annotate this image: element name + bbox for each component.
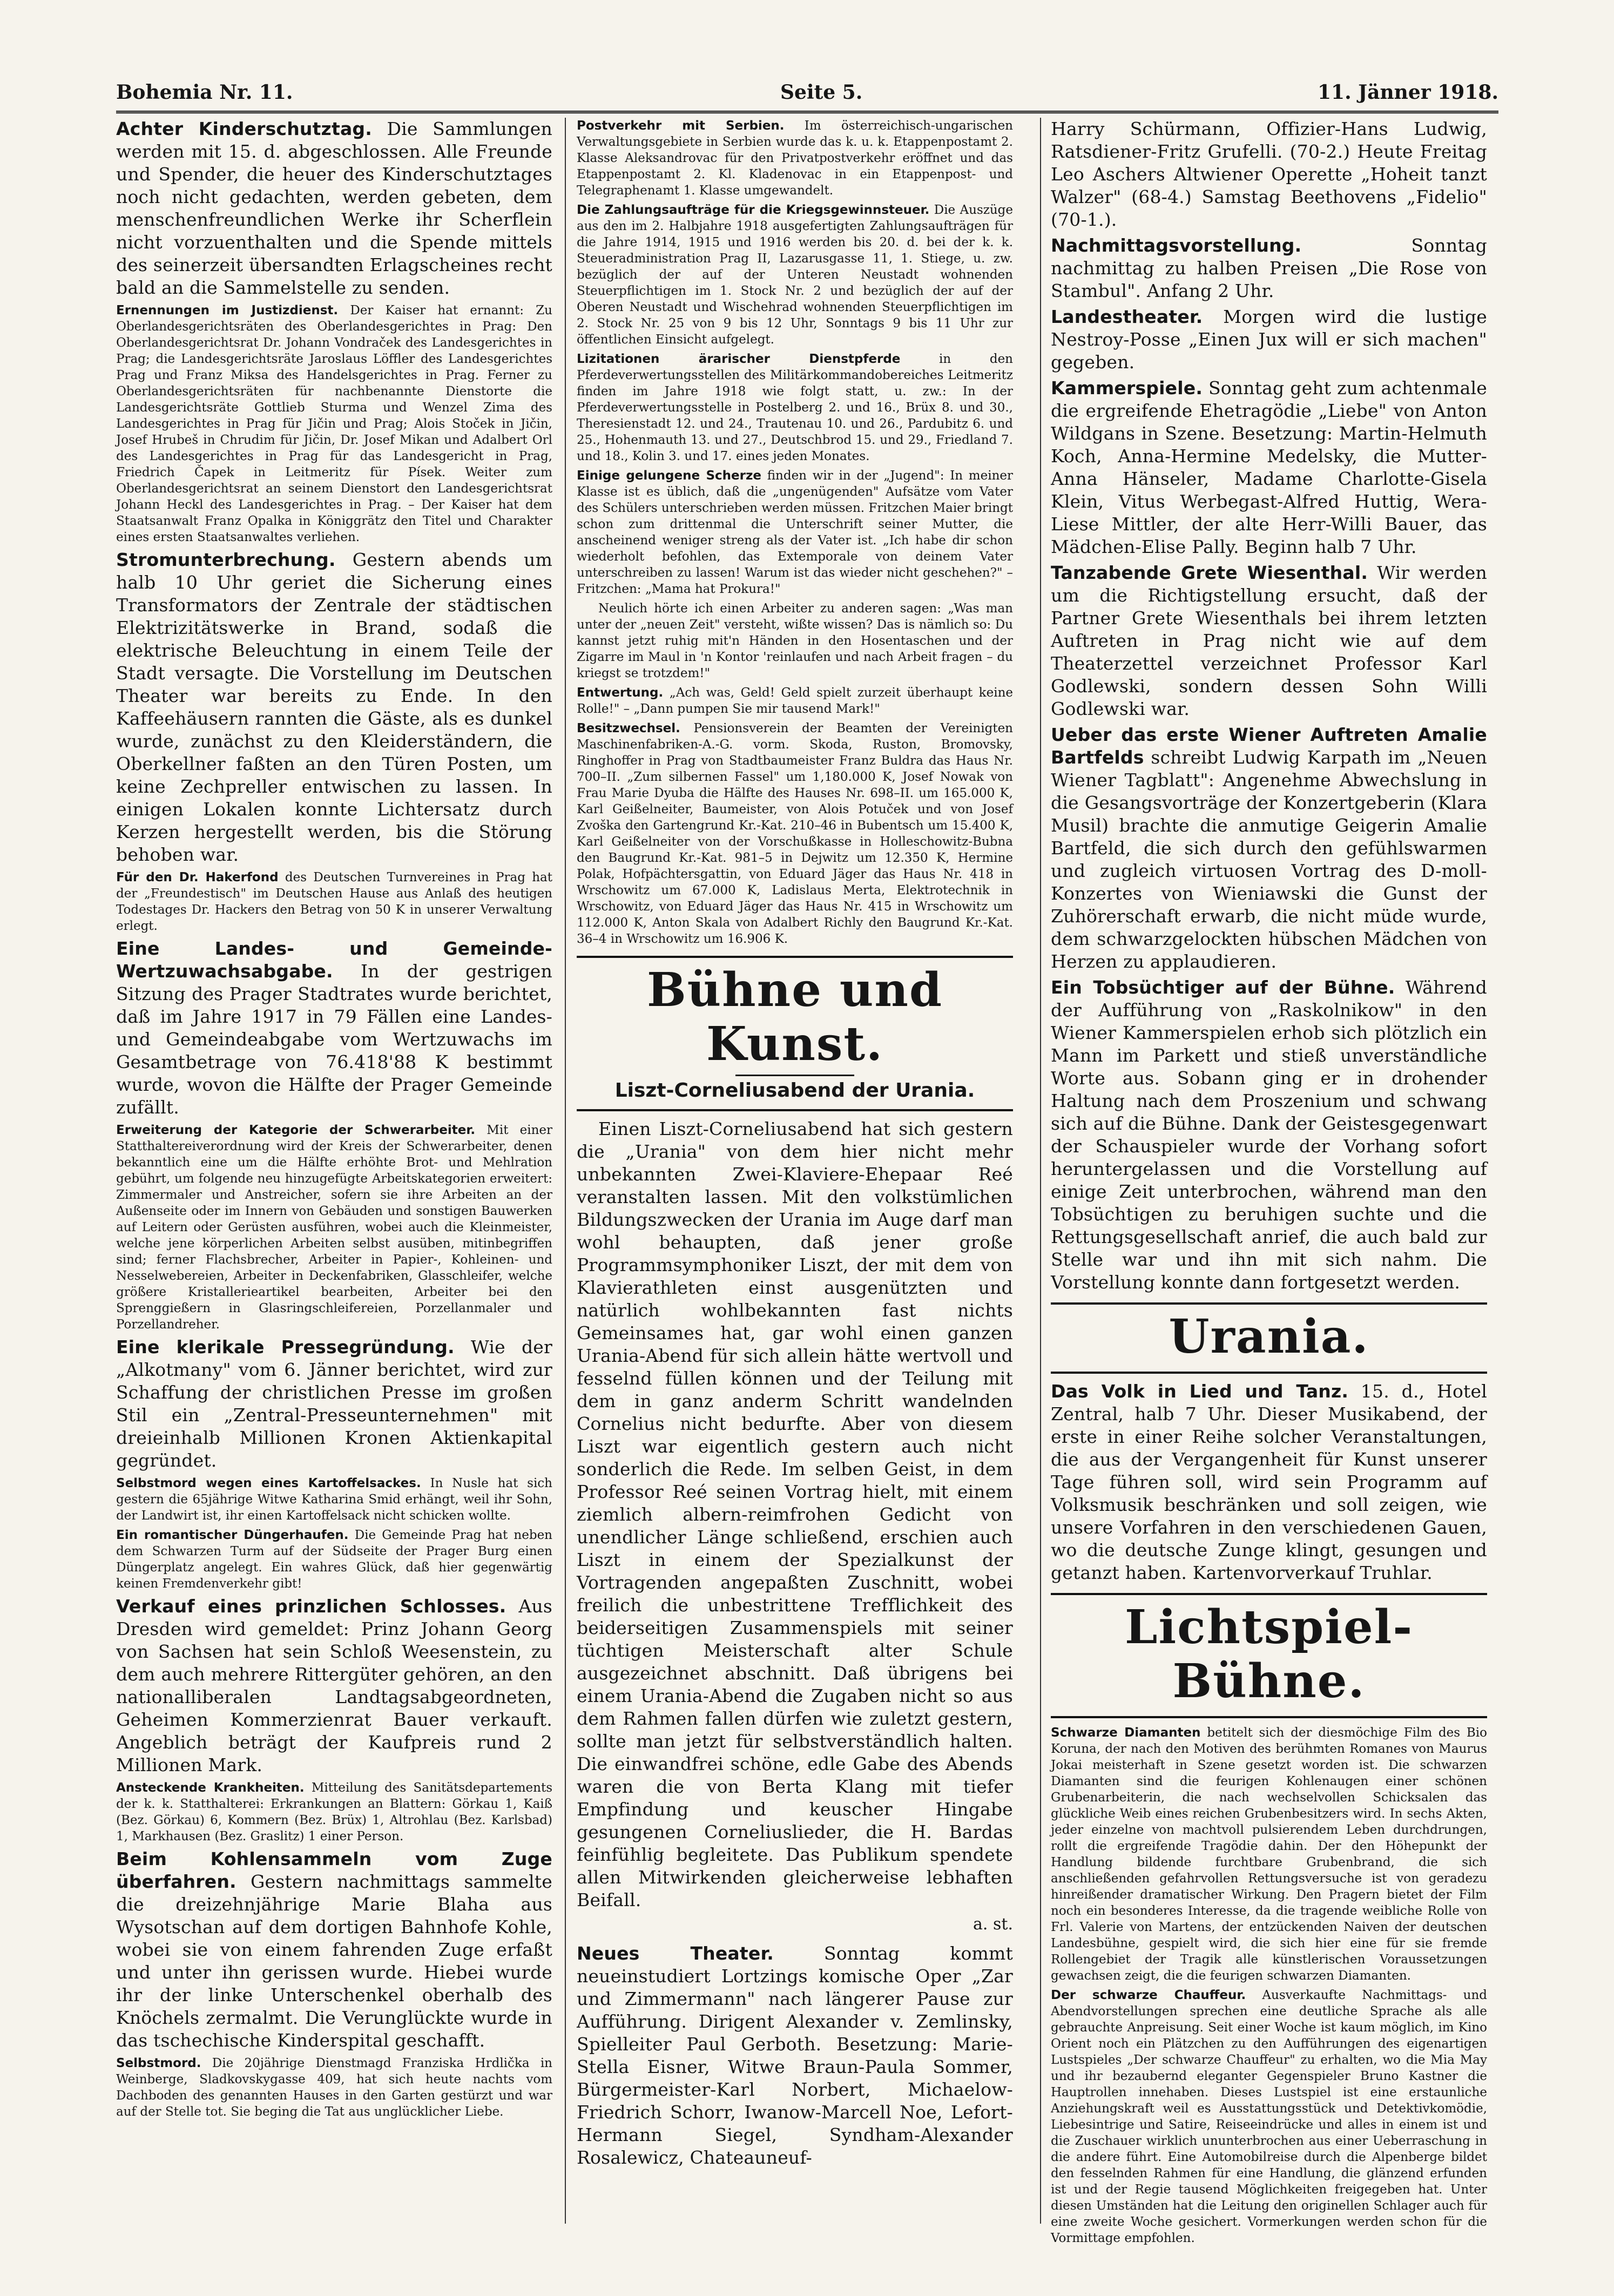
article-title: Beim Kohlensammeln vom Zuge überfahren. bbox=[116, 1848, 552, 1892]
article-stromunterbrechung bbox=[116, 549, 552, 866]
article-besitzwechsel bbox=[577, 720, 1013, 947]
article-title: Selbstmord. bbox=[116, 2056, 201, 2070]
article-title: Achter Kinderschutztag. bbox=[116, 118, 372, 139]
article-body: In der gestrigen Sitzung des Prager Stadtrates wurde berichtet, daß im Jahre 1917 in 79 Fällen eine Landes- und Gemeindeabgabe vom Wertzuwachs im Gesamtbetrage von 76.418'88 K bestimmt wurde, wovon die Hälfte der Prager Gemeinde zufällt. bbox=[116, 961, 552, 1118]
article-body: Der Kaiser hat ernannt: Zu Oberlandesgerichtsräten des Oberlandesgerichtes in Prag: Den Oberlandesgerichtsrat Dr. Johann Vondraček des Landesgerichtes in Prag; die Landesgerichtsräte Jaroslaus Löffler des Landesgerichtes Prag und Franz Miksa des Handelsgerichtes in Prag. Ferner zu Oberlandesgerichtsräten für nachbenannte Dienstorte die Landesgerichtsräte Gottlieb Sturma und Wenzel Zima des Landesgerichtes in Prag für Jičin und Prag; Alois Stoček in Jičin, Josef Hrubeš in Chrudim für Jičin, Dr. Josef Mikan und Adalbert Orl des Landesgerichtes in Prag für das Landesgericht in Prag, Friedrich Čapek in Leitmeritz für Písek. Weiter zum Oberlandesgerichtsrat an seinem Dienstort den Landesgerichtsrat Johann Heckl des Landesgerichtes in Prag. – Der Kaiser hat dem Staatsanwalt Franz Opalka in Königgrätz den Titel und Charakter eines ersten Staatsanwaltes verliehen. bbox=[116, 303, 552, 544]
article-kinderschutztag bbox=[116, 118, 552, 299]
article-title: Landestheater. bbox=[1051, 306, 1203, 327]
article-title: Besitzwechsel. bbox=[577, 721, 680, 735]
article-body: in den Pferdeverwertungsstellen des Militärkommandobereiches Leitmeritz finden im Jahre 1918 wie folgt statt, u. zw.: In der Pferdeverwertungsstelle in Postelberg 2. und 16., Brüx 8. und 30., Theresienstadt 12. und 24., Trautenau 10. und 26., Pardubitz 6. und 25., Hohenmauth 13. und 27., Deutschbrod 15. und 29., Friedland 7. und 18., Kolin 3. und 17. eines jeden Monates. bbox=[577, 352, 1013, 463]
section-urania bbox=[1051, 1302, 1487, 1374]
article-title: Ein romantischer Düngerhaufen. bbox=[116, 1528, 349, 1542]
section-rule bbox=[735, 1075, 854, 1076]
article-body: Ausverkaufte Nachmittags- und Abendvorstellungen sprechen eine deutliche Sprache als alle gebrauchte Anpreisung. Seit einer Woche ist kaum möglich, im Kino Orient noch ein Plätzchen zu den Aufführungen des eigenartigen Lustspieles „Der schwarze Chauffeur" zu erhalten, wo die Mia May und ihr bezaubernd eleganter Gegenspieler Bruno Kastner die Hauptrollen innehaben. Dieses Lustspiel ist eine erstaunliche Anziehungskraft weil es Ausstattungsstück und Detektivkomödie, Liebesintrige und Satire, Reiseeindrücke und alles in einem ist und die Zuschauer wirklich ununterbrochen aus einer Ueberraschung in die andere führt. Eine Automobilreise durch die Alpenberge bildet den fesselnden Rahmen für eine Handlung, die glänzend erfunden ist und der Regie tausend Möglichkeiten freigegeben hat. Unter diesen Umständen hat die Leitung den originellen Schlager auch für eine zweite Woche gesichert. Vormerkungen werden schon für die Vormittage empfohlen. bbox=[1051, 1988, 1487, 2245]
page-header bbox=[116, 81, 1498, 113]
article-lizitationen bbox=[577, 351, 1013, 464]
article-body: 15. d., Hotel Zentral, halb 7 Uhr. Dieser Musikabend, der erste in einer Reihe solcher Veranstaltungen, die aus der Vergangenheit für Kunst unserer Tage führen soll, wird sein Programm auf Volksmusik beschränken und soll zeigen, wie unsere Vorfahren in den verschiedenen Gauen, wo die deutsche Zunge klingt, gesungen und getanzt haben. Kartenvorverkauf Truhlar. bbox=[1051, 1381, 1487, 1583]
section-lichtspiel-buehne bbox=[1051, 1593, 1487, 1718]
article-neues-theater bbox=[577, 1942, 1013, 2169]
article-postverkehr bbox=[577, 118, 1013, 199]
article-title: Ein Tobsüchtiger auf der Bühne. bbox=[1051, 977, 1395, 998]
section-title: Lichtspiel-Bühne. bbox=[1124, 1600, 1414, 1709]
article-entwertung bbox=[577, 685, 1013, 717]
section-title: Urania. bbox=[1169, 1309, 1369, 1364]
article-title: Stromunterbrechung. bbox=[116, 549, 336, 570]
article-krankheiten bbox=[116, 1780, 552, 1845]
article-body: „Ach was, Geld! Geld spielt zurzeit überhaupt keine Rolle!" – „Dann pumpen Sie mir tausend Mark!" bbox=[577, 686, 1014, 716]
header-page-number: Seite 5. bbox=[780, 81, 863, 104]
article-title: Ueber das erste Wiener Auftreten Amalie Bartfelds bbox=[1051, 724, 1487, 768]
article-body: Sonntag kommt neueinstudiert Lortzings komische Oper „Zar und Zimmermann" nach längerer Pause zur Aufführung. Dirigent Alexander v. Zemlinsky, Spielleiter Paul Gerboth. Besetzung: Marie-Stella Eisner, Witwe Braun-Paula Sommer, Bürgermeister-Karl Norbert, Michaelow-Friedrich Schorr, Iwanow-Marcell Noe, Lefort-Hermann Siegel, Syndham-Alexander Rosalewicz, Chateauneuf- bbox=[577, 1943, 1013, 2168]
section-subtitle: Liszt-Corneliusabend der Urania. bbox=[614, 1079, 975, 1102]
article-body: schreibt Ludwig Karpath im „Neuen Wiener Tagblatt": Angenehme Abwechslung in die Gesangsvorträge der Konzertgeberin (Klara Musil) brachte die anmutige Geigerin Amalie Bartfeld, die sich durch den gefühlswarmen und zugleich virtuosen Vortrag des D-moll-Konzertes von Wieniawski die Gunst der Zuhörerschaft erwarb, die nicht müde wurde, dem schwarzgelockten hübschen Mädchen von Herzen zu applaudieren. bbox=[1051, 747, 1487, 972]
article-schwerarbeiter bbox=[116, 1122, 552, 1333]
article-bartfeld bbox=[1051, 724, 1487, 973]
article-body: Mitteilung des Sanitätsdepartements der k. k. Statthalterei: Erkrankungen an Blattern: Görkau 1, Kaiß (Bez. Görkau) 6, Kommern (Bez. Brüx) 1, Altrohlau (Bez. Karlsbad) 1, Markhausen (Bez. Graslitz) 1 einer Person. bbox=[116, 1781, 553, 1843]
article-body: Die 20jährige Dienstmagd Franziska Hrdlička in Weinberge, Sladkovskygasse 409, hat sich heute nachts vom Dachboden des genannten Hauses in den Garten gestürzt und war auf der Stelle tot. Sie beging die Tat aus unglücklicher Liebe. bbox=[116, 2056, 552, 2119]
article-title: Tanzabende Grete Wiesenthal. bbox=[1051, 562, 1368, 583]
article-title: Die Zahlungsaufträge für die Kriegsgewinnsteuer. bbox=[577, 203, 930, 217]
article-scherze bbox=[577, 468, 1013, 597]
article-volk-in-lied bbox=[1051, 1380, 1487, 1584]
article-title: Ernennungen im Justizdienst. bbox=[116, 303, 339, 318]
article-body: Aus Dresden wird gemeldet: Prinz Johann Georg von Sachsen hat sein Schloß Weesenstein, zu dem auch mehrere Rittergüter gehören, an den nationalliberalen Landtagsabgeordneten, Geheimen Kommerzienrat Bauer verkauft. Angeblich beträgt der Kaufpreis rund 2 Millionen Mark. bbox=[116, 1596, 552, 1775]
article-duengerhaufen bbox=[116, 1527, 552, 1592]
article-body: Pensionsverein der Beamten der Vereinigten Maschinenfabriken-A.-G. vorm. Skoda, Ruston, Bromovsky, Ringhoffer in Prag von Stadtbaumeister Franz Buldra das Haus Nr. 700–II. „Zum silbernen Fassel" um 1,180.000 K, Josef Nowak von Frau Marie Dyuba die Hälfte des Hauses Nr. 698–II. um 165.000 K, Karl Geißelneiter, Baumeister, von Alois Potuček und von Josef Zvoška den Gartengrund Kr.-Kat. 210–46 in Bubentsch um 15.400 K, Karl Geißelneiter von der Vorschußkasse in Holleschowitz-Bubna den Baugrund Kr.-Kat. 981–5 in Dejwitz um 12.350 K, Hermine Polak, Hofpächtersgattin, von Eduard Jäger das Haus Nr. 418 in Wrschowitz um 67.000 K, Ladislaus Merta, Elektrotechnik in Wrschowitz, von Eduard Jäger das Haus Nr. 415 in Wrschowitz um 112.000 K, Anton Skala von Adalbert Richly den Baugrund Kr.-Kat. 36–4 in Wrschowitz um 16.906 K. bbox=[577, 721, 1013, 946]
article-selbstmord-kartoffelsack bbox=[116, 1475, 552, 1524]
article-title: Einige gelungene Scherze bbox=[577, 469, 761, 483]
article-body: Die Gemeinde Prag hat neben dem Schwarzen Turm auf der Südseite der Prager Burg einen Düngerplatz angelegt. Ein wahres Glück, daß hier gegenwärtig keinen Fremdenverkehr gibt! bbox=[116, 1528, 552, 1591]
article-selbstmord bbox=[116, 2055, 552, 2120]
column-divider-2 bbox=[1040, 118, 1041, 2224]
article-title: Ansteckende Krankheiten. bbox=[116, 1781, 305, 1795]
article-title: Lizitationen ärarischer Dienstpferde bbox=[577, 352, 901, 366]
article-body: Während der Aufführung von „Raskolnikow" in den Wiener Kammerspielen erhob sich plötzlich ein Mann im Parkett und stieß unverständliche Worte aus. Sobann ging er in drohender Haltung nach dem Proszenium und schwang sich auf die Bühne. Dank der Geistesgegenwart der Schauspieler wurde der Vorhang sofort heruntergelassen und die Vorstellung auf einige Zeit unterbrochen, während man den Tobsüchtigen zu beruhigen suchte und die Rettungsgesellschaft anrief, die auch bald zur Stelle war und ihn mit sich nahm. Die Vorstellung konnte dann fortgesetzt werden. bbox=[1051, 977, 1487, 1293]
article-title: Selbstmord wegen eines Kartoffelsackes. bbox=[116, 1476, 421, 1490]
article-body: betitelt sich der diesmöchige Film des Bio Koruna, der nach den Motiven des berühmten Romanes von Maurus Jokai meisterhaft in Szene gesetzt worden ist. Die schwarzen Diamanten sind die feurigen Kohlenaugen einer schönen Grubenarbeiterin, die nach wechselvollen Schicksalen das glückliche Weib eines reichen Grubenbesitzers wird. In sechs Akten, jeder einzelne von machtvoll pulsierendem Leben durchdrungen, rollt die ergreifende Tragödie dahin. Der den Höhepunkt der Handlung bildende furchtbare Grubenbrand, die sich anschließenden gefahrvollen Rettungsversuche ist von geradezu hinreißender dramatischer Wirkung. Den Pragern bietet der Film noch ein besonderes Interesse, da die tragende weibliche Rolle von Frl. Valerie von Martens, der entzückenden Naiven der deutschen Landesbühne, gespielt wird, die sich hier eine für sie fremde Rollengebiet der Tragik alle künstlerischen Voraussetzungen gewachsen zeigt, die die feurigen schwarzen Diamanten. bbox=[1051, 1726, 1487, 1983]
article-body: finden wir in der „Jugend": In meiner Klasse ist es üblich, daß die „ungenügenden" Aufsätze vom Vater des Schülers unterschrieben werden müssen. Fritzchen Maier bringt schon zum drittenmal die Unterschrift seiner Mutter, die anscheinend weniger streng als der Vater ist. „Ich habe dir schon wiederholt befohlen, das Extemporale von deinem Vater unterschreiben zu lassen! Warum ist das wieder nicht geschehen?" – Fritzchen: „Mama hat Prokura!" bbox=[577, 469, 1014, 596]
article-nachmittagsvorstellung bbox=[1051, 234, 1487, 302]
article-title: Neues Theater. bbox=[577, 1943, 774, 1964]
header-issue: Bohemia Nr. 11. bbox=[116, 81, 293, 104]
article-body: Die Sammlungen werden mit 15. d. abgeschlossen. Alle Freunde und Spender, die heuer des Kinderschutztages noch nicht gedachten, werden gebeten, dem menschenfreundlichen Werke ihr Scherflein nicht vorzuenthalten und die Spende mittels des seinerzeit übersandten Erlagscheines recht bald an die Sammelstelle zu senden. bbox=[116, 118, 552, 298]
column-1 bbox=[116, 118, 552, 2224]
article-title: Kammerspiele. bbox=[1051, 377, 1203, 399]
header-date: 11. Jänner 1918. bbox=[1317, 81, 1498, 104]
article-title: Eine Landes- und Gemeinde-Wertzuwachsabgabe. bbox=[116, 938, 552, 982]
article-neue-zeit: Neulich hörte ich einen Arbeiter zu anderen sagen: „Was man unter der „neuen Zeit" versteht, wißte wissen? Das is nämlich so: Du kannst jetzt ruhig mit'n Händen in den Hosentaschen und der Zigarre im Maul in 'n Kontor 'reinlaufen und nach Arbeit fragen – du kriegst se trotzdem!" bbox=[577, 602, 1013, 680]
article-body: des Deutschen Turnvereines in Prag hat der „Freundestisch" im Deutschen Hause aus Anlaß des heutigen Todestages Dr. Hackers den Betrag von 50 K in unserer Verwaltung erlegt. bbox=[116, 870, 553, 933]
article-title: Der schwarze Chauffeur. bbox=[1051, 1988, 1246, 2002]
article-title: Schwarze Diamanten bbox=[1051, 1726, 1201, 1740]
article-schlossverkauf bbox=[116, 1595, 552, 1777]
article-title: Eine klerikale Pressegründung. bbox=[116, 1336, 455, 1358]
article-title: Verkauf eines prinzlichen Schlosses. bbox=[116, 1596, 507, 1617]
section-buehne-und-kunst bbox=[577, 956, 1013, 1111]
article-kammerspiele bbox=[1051, 377, 1487, 558]
article-body: Wir werden um die Richtigstellung ersucht, daß der Partner Grete Wiesenthals bei ihrem letzten Auftreten in Prag nicht wie auf dem Theaterzettel verzeichnet Professor Karl Godlewski, sondern dessen Sohn Willi Godlewski war. bbox=[1051, 562, 1487, 719]
article-body: Gestern nachmittags sammelte die dreizehnjährige Marie Blaha aus Wysotschan auf dem dortigen Bahnhofe Kohle, wobei sie von einem fahrenden Zuge erfaßt und unter ihn gerissen wurde. Hiebei wurde ihr der linke Unterschenkel oberhalb des Knöchels zermalmt. Die Verunglückte wurde in das tschechische Kinderspital geschafft. bbox=[116, 1871, 552, 2051]
article-body: Mit einer Statthaltereiverordnung wird der Kreis der Schwerarbeiter, denen bekanntlich eine um die Hälfte erhöhte Brot- und Mehlration gebührt, um folgende neu hinzugefügte Arbeitskategorien erweitert: Zimmermaler und Anstreicher, sofern sie ihre Arbeiten an der Außenseite oder im Innern von Gebäuden und sonstigen Bauwerken auf Leitern oder Gerüsten ausführen, wobei auch die Kleinmeister, welche jene körperlichen Arbeiten selbst ausüben, mitinbegriffen sind; ferner Flachsbrecher, Arbeiter in Papier-, Kohleinen- und Nesselwebereien, Arbeiter in Deckenfabriken, Glasschleifer, welche größere Kristallerieartikel bearbeiten, Arbeiter bei den Sprenggießern in Glasringschleifereien, Porzellanmaler und Porzellandreher. bbox=[116, 1123, 552, 1332]
article-kriegsgewinnsteuer bbox=[577, 202, 1013, 348]
article-theater-continued: Harry Schürmann, Offizier-Hans Ludwig, Ratsdiener-Fritz Grufelli. (70-2.) Heute Freitag Leo Aschers Altwiener Operette „Hoheit tanzt Walzer" (68-4.) Samstag Beethovens „Fidelio" (70-1.). bbox=[1051, 118, 1487, 230]
article-body: Gestern abends um halb 10 Uhr geriet die Sicherung eines Transformators der Zentrale der städtischen Elektrizitätswerke in Brand, sodaß die elektrische Beleuchtung in einem Teile der Stadt versagte. Die Vorstellung im Deutschen Theater war bereits zu Ende. In den Kaffeehäusern rannten die Gäste, als es dunkel wurde, zunächst zu den Kleiderständern, die Oberkellner faßten an den Türen Posten, um keine Zechpreller entwischen zu lassen. In einigen Lokalen konnte Lichtersatz durch Kerzen hergestellt werden, bis die Störung behoben war. bbox=[116, 549, 552, 865]
article-kohlensammeln bbox=[116, 1848, 552, 2052]
article-body: Die Auszüge aus den im 2. Halbjahre 1918 ausgefertigten Zahlungsaufträgen für die Jahre 1914, 1915 und 1916 werden bis 20. d. bei der k. k. Steueradministration Prag II, Lazarusgasse 11, 1. Stiege, u. zw. bezüglich der auf der Unteren Neustadt wohnenden Steuerpflichtigen im 1. Stock Nr. 2 und bezüglich der auf der Oberen Neustadt und Wischehrad wohnenden Steuerpflichtigen im 2. Stock Nr. 25 von 9 bis 12 Uhr, Sonntags 9 bis 11 Uhr zur öffentlichen Einsicht aufgelegt. bbox=[577, 203, 1014, 347]
article-wertzuwachsabgabe bbox=[116, 937, 552, 1119]
article-title: Für den Dr. Hakerfond bbox=[116, 870, 279, 884]
article-justizdienst bbox=[116, 302, 552, 545]
article-title: Postverkehr mit Serbien. bbox=[577, 119, 785, 133]
article-body: Sonntag geht zum achtenmale die ergreifende Ehetragödie „Liebe" von Anton Wildgans in Szene. Besetzung: Martin-Helmuth Koch, Anna-Hermine Medelsky, die Mutter-Anna Hänseler, Madame Charlotte-Gisela Klein, Vitus Werbegast-Alfred Huttig, Wera-Liese Mittler, der alte Herr-Willi Bauer, das Mädchen-Elise Pally. Beginn halb 7 Uhr. bbox=[1051, 377, 1487, 557]
article-wiesenthal bbox=[1051, 562, 1487, 720]
article-body: Im österreichisch-ungarischen Verwaltungsgebiete in Serbien wurde das k. u. k. Etappenpostamt 2. Klasse Aleksandrovac für den Privatpostverkehr eröffnet und das Etappenpostamt 2. Kl. Kladenovac in ein Etappenpost- und Telegraphenamt 1. Klasse umgewandelt. bbox=[577, 119, 1013, 198]
column-2 bbox=[577, 118, 1013, 2224]
article-title: Das Volk in Lied und Tanz. bbox=[1051, 1381, 1349, 1402]
article-landestheater bbox=[1051, 306, 1487, 374]
section-title: Bühne und Kunst. bbox=[646, 963, 943, 1071]
column-divider-1 bbox=[565, 118, 566, 2224]
article-body: Wie der „Alkotmany" vom 6. Jänner berichtet, wird zur Schaffung der christlichen Presse im großen Stil ein „Zentral-Presseunternehmen" mit dreieinhalb Millionen Kronen Aktienkapital gegründet. bbox=[116, 1336, 552, 1471]
article-body: Sonntag nachmittag zu halben Preisen „Die Rose von Stambul". Anfang 2 Uhr. bbox=[1051, 235, 1487, 301]
article-pressegruendung bbox=[116, 1336, 552, 1472]
article-liszt-abend: Einen Liszt-Corneliusabend hat sich gestern die „Urania" von dem hier nicht mehr unbekannten Zwei-Klaviere-Ehepaar Reé veranstalten lassen. Mit den volkstümlichen Bildungszwecken der Urania im Auge darf man wohl behaupten, daß jener große Programmsymphoniker Liszt, der mit dem von Klavierathleten einst ausgenützten und natürlich wohlbekannten fast nichts Gemeinsames hat, gar wohl einen ganzen Urania-Abend für sich allein hätte wertvoll und fesselnd füllen können und der Teilung mit dem in ganz anderm Schritt wandelnden Cornelius nicht bedurfte. Aber von diesem Liszt war eigentlich gestern auch nicht sonderlich die Rede. Im selben Geist, in dem Professor Reé seinen Vortrag hielt, mit einem ziemlich albern-reimfrohen Gedicht von unendlicher Länge schließend, erschien auch Liszt in einem der Spezialkunst der Vortragenden angepaßten Zuschnitt, wobei freilich die unbestrittene Trefflichkeit des beiderseitigen Zusammenspiels mit seiner tüchtigen Meisterschaft alter Schule ausgezeichnet abschnitt. Daß übrigens bei einem Urania-Abend die Zugaben nicht so aus dem Rahmen fallen dürfen wie zuletzt gestern, sollte man jetzt für selbstverständlich halten. Die einwandfrei schöne, edle Gabe des Abends waren die von Berta Klang mit tiefer Empfindung und keuscher Hingabe gesungenen Corneliuslieder, die H. Bardas feinfühlig begleitete. Das Publikum spendete allen Mitwirkenden gleicherweise lebhaften Beifall. bbox=[577, 1118, 1013, 1910]
article-body: In Nusle hat sich gestern die 65jährige Witwe Katharina Smid erhängt, weil ihr Sohn, der Landwirt ist, ihr einen Kartoffelsack nicht schicken wollte. bbox=[116, 1476, 552, 1523]
article-schwarzer-chauffeur bbox=[1051, 1987, 1487, 2246]
column-3 bbox=[1051, 118, 1487, 2245]
article-title: Nachmittagsvorstellung. bbox=[1051, 235, 1302, 256]
article-tobsuechtiger bbox=[1051, 976, 1487, 1294]
article-hakerfond bbox=[116, 869, 552, 934]
header-rule bbox=[116, 111, 1498, 113]
article-schwarze-diamanten bbox=[1051, 1725, 1487, 1984]
article-title: Entwertung. bbox=[577, 686, 664, 700]
article-body: Morgen wird die lustige Nestroy-Posse „Einen Jux will er sich machen" gegeben. bbox=[1051, 306, 1487, 373]
article-title: Erweiterung der Kategorie der Schwerarbeiter. bbox=[116, 1123, 476, 1137]
article-signature: a. st. bbox=[973, 1915, 1013, 1934]
